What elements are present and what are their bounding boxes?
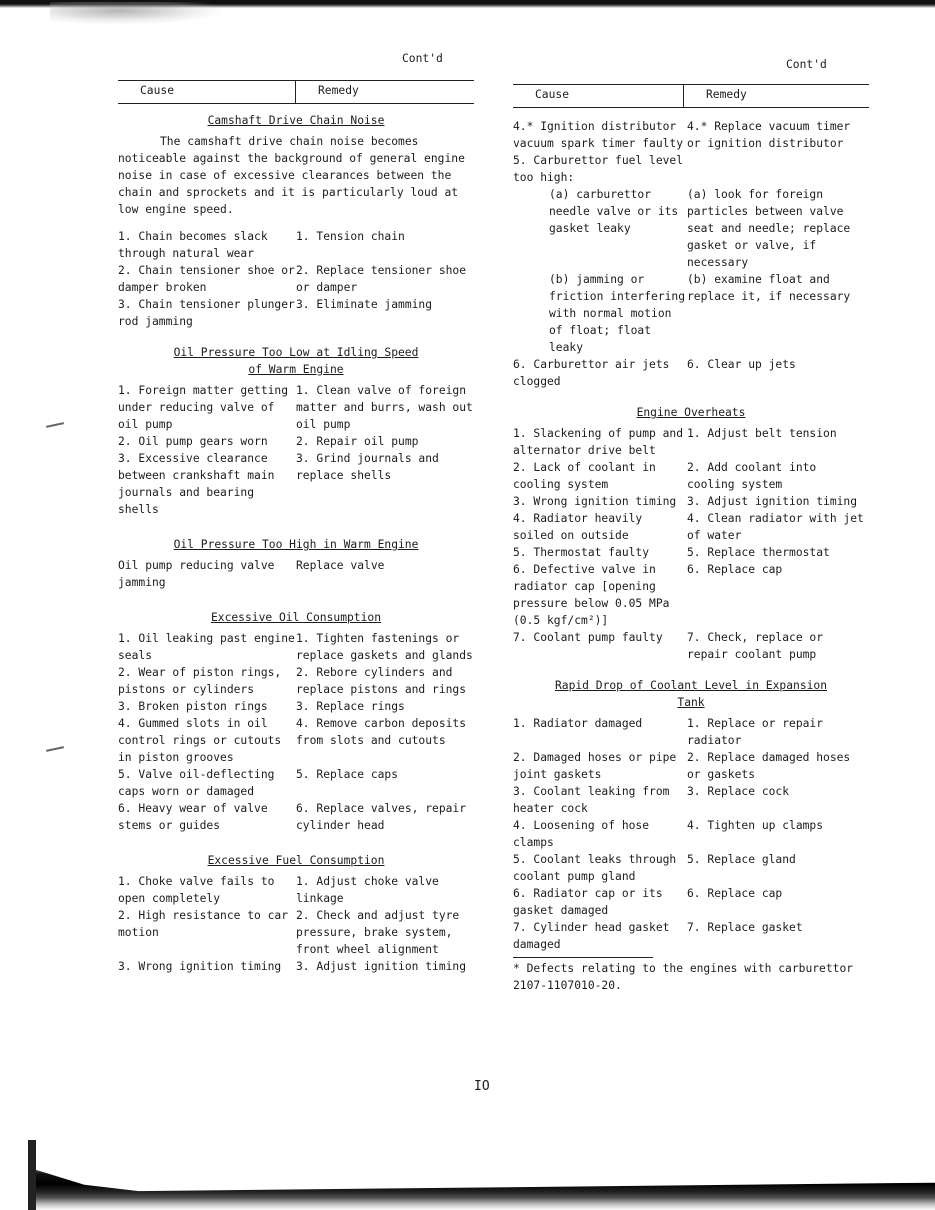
cause-cell: 5. Thermostat faulty — [513, 546, 650, 559]
table-row — [118, 958, 474, 975]
table-row — [513, 356, 869, 390]
cause-cell: 2. High resistance to car motion — [118, 909, 289, 939]
remedy-cell: 1. Tension chain — [296, 230, 405, 243]
table-row — [118, 262, 474, 296]
remedy-cell: 6. Replace cap — [687, 887, 783, 900]
cause-cell: 6. Defective valve in radiator cap [opening pressure below 0.05 MPa (0.5 kgf/cm²)] — [513, 563, 670, 627]
remedy-cell: 2. Repair oil pump — [296, 435, 419, 448]
remedy-cell: 1. Adjust belt tension — [687, 427, 837, 440]
remedy-cell: 2. Replace tensioner shoe or damper — [296, 264, 467, 294]
remedy-cell: 5. Replace thermostat — [687, 546, 830, 559]
cause-cell: 6. Carburettor air jets clogged — [513, 358, 670, 388]
table-row — [513, 561, 869, 629]
table-header — [118, 80, 474, 104]
remedy-cell: 3. Replace cock — [687, 785, 790, 798]
remedy-cell: 2. Replace damaged hoses or gaskets — [687, 751, 851, 781]
cause-cell: 1. Slackening of pump and alternator drive belt — [513, 427, 684, 457]
remedy-cell: 6. Clear up jets — [687, 358, 796, 371]
cause-cell: 1. Chain becomes slack through natural wear — [118, 230, 268, 260]
remedy-cell: 3. Replace rings — [296, 700, 405, 713]
remedy-cell: 3. Adjust ignition timing — [296, 960, 467, 973]
table-row — [513, 186, 869, 271]
cause-cell: (a) carburettor needle valve or its gasket leaky — [549, 188, 679, 235]
page-number: IO — [474, 1079, 490, 1094]
cause-cell: 5. Valve oil-deflecting caps worn or damaged — [118, 768, 275, 798]
table-header — [513, 84, 869, 108]
section-title: Oil Pressure Too High in Warm Engine — [173, 538, 419, 551]
section-title: Tank — [677, 696, 705, 709]
contd-left: Cont'd — [402, 52, 443, 65]
table-row — [118, 766, 474, 800]
table-row — [118, 698, 474, 715]
cause-cell: 3. Broken piston rings — [118, 700, 268, 713]
remedy-cell: 5. Replace gland — [687, 853, 796, 866]
cause-cell: 1. Oil leaking past engine seals — [118, 632, 295, 662]
table-row — [513, 851, 869, 885]
table-row — [118, 433, 474, 450]
scan-edge-bottom — [30, 1168, 935, 1210]
remedy-cell: Replace valve — [296, 559, 385, 572]
table-row — [513, 510, 869, 544]
cause-cell: 2. Oil pump gears worn — [118, 435, 268, 448]
section-title: of Warm Engine — [248, 363, 344, 376]
table-row — [513, 783, 869, 817]
table-row — [513, 749, 869, 783]
footnote: * Defects relating to the engines with carburettor 2107-1107010-20. — [513, 962, 854, 992]
table-row — [513, 459, 869, 493]
cause-cell: 3. Coolant leaking from heater cock — [513, 785, 670, 815]
cause-header: Cause — [118, 81, 296, 103]
remedy-cell: 4. Tighten up clamps — [687, 819, 824, 832]
remedy-header: Remedy — [318, 84, 359, 97]
section-title: Excessive Fuel Consumption — [207, 854, 385, 867]
remedy-cell: 3. Adjust ignition timing — [687, 495, 858, 508]
remedy-cell: 1. Replace or repair radiator — [687, 717, 824, 747]
table-row — [513, 425, 869, 459]
remedy-cell: 6. Replace valves, repair cylinder head — [296, 802, 467, 832]
left-column — [118, 80, 474, 975]
cause-cell: 6. Heavy wear of valve stems or guides — [118, 802, 268, 832]
table-row — [513, 544, 869, 561]
section-title: Engine Overheats — [636, 406, 746, 419]
scan-edge-left — [28, 1140, 36, 1210]
table-row — [118, 450, 474, 518]
table-row — [513, 118, 869, 152]
cause-cell: 1. Radiator damaged — [513, 717, 643, 730]
footnote-divider — [513, 957, 653, 958]
remedy-cell: 1. Clean valve of foreign matter and burrs, wash out oil pump — [296, 384, 473, 431]
cause-cell: 5. Carburettor fuel level too high: — [513, 154, 684, 184]
remedy-header: Remedy — [706, 88, 747, 101]
cause-cell: 1. Foreign matter getting under reducing valve of oil pump — [118, 384, 289, 431]
cause-cell: 4. Radiator heavily soiled on outside — [513, 512, 643, 542]
remedy-cell: 7. Check, replace or repair coolant pump — [687, 631, 824, 661]
cause-cell: (b) jamming or friction interfering with normal motion of float; float leaky — [549, 273, 686, 354]
cause-cell: 2. Wear of piston rings, pistons or cylinders — [118, 666, 282, 696]
cause-cell: 1. Choke valve fails to open completely — [118, 875, 275, 905]
table-row — [513, 271, 869, 356]
table-row — [118, 557, 474, 591]
remedy-cell: 2. Rebore cylinders and replace pistons and rings — [296, 666, 467, 696]
section-paragraph: The camshaft drive chain noise becomes noticeable against the background of general engine noise in case of excessive clearances between the chain and sprockets and it is particularly loud at low engine speed. — [118, 135, 465, 216]
section-title: Camshaft Drive Chain Noise — [207, 114, 385, 127]
cause-cell: 3. Wrong ignition timing — [513, 495, 677, 508]
table-row — [118, 228, 474, 262]
cause-cell: 4.* Ignition distributor vacuum spark timer faulty — [513, 120, 684, 150]
cause-cell: 2. Lack of coolant in cooling system — [513, 461, 656, 491]
table-row — [513, 152, 869, 186]
cause-cell: 4. Gummed slots in oil control rings or cutouts in piston grooves — [118, 717, 282, 764]
section-title: Excessive Oil Consumption — [210, 611, 382, 624]
table-row — [513, 629, 869, 663]
cause-cell: 6. Radiator cap or its gasket damaged — [513, 887, 663, 917]
table-row — [118, 630, 474, 664]
cause-header: Cause — [513, 85, 684, 107]
remedy-cell: 4. Remove carbon deposits from slots and cutouts — [296, 717, 467, 747]
remedy-cell: 2. Add coolant into cooling system — [687, 461, 817, 491]
table-row — [118, 907, 474, 958]
cause-cell: 2. Chain tensioner shoe or damper broken — [118, 264, 295, 294]
cause-cell: 4. Loosening of hose clamps — [513, 819, 650, 849]
remedy-cell: 4.* Replace vacuum timer or ignition distributor — [687, 120, 851, 150]
table-row — [118, 873, 474, 907]
remedy-cell: 5. Replace caps — [296, 768, 399, 781]
table-row — [118, 800, 474, 834]
remedy-cell: (a) look for foreign particles between valve seat and needle; replace gasket or valve, if necessary — [687, 188, 851, 269]
cause-cell: 2. Damaged hoses or pipe joint gaskets — [513, 751, 677, 781]
table-row — [513, 817, 869, 851]
remedy-cell: 3. Eliminate jamming — [296, 298, 433, 311]
cause-cell: 7. Coolant pump faulty — [513, 631, 663, 644]
remedy-cell: 6. Replace cap — [687, 563, 783, 576]
cause-cell: 3. Wrong ignition timing — [118, 960, 282, 973]
cause-cell: 3. Excessive clearance between crankshaft main journals and bearing shells — [118, 452, 275, 516]
remedy-cell: 1. Tighten fastenings or replace gaskets and glands — [296, 632, 473, 662]
table-row — [118, 715, 474, 766]
cause-cell: 3. Chain tensioner plunger rod jamming — [118, 298, 295, 328]
table-row — [513, 885, 869, 919]
section-title: Rapid Drop of Coolant Level in Expansion — [554, 679, 828, 692]
scan-smudge — [50, 2, 220, 24]
margin-mark — [46, 746, 64, 752]
remedy-cell: 7. Replace gasket — [687, 921, 803, 934]
remedy-cell: 3. Grind journals and replace shells — [296, 452, 439, 482]
table-row — [513, 493, 869, 510]
cause-cell: Oil pump reducing valve jamming — [118, 559, 275, 589]
remedy-cell: 2. Check and adjust tyre pressure, brake system, front wheel alignment — [296, 909, 460, 956]
cause-cell: 5. Coolant leaks through coolant pump gland — [513, 853, 677, 883]
cause-cell: 7. Cylinder head gasket damaged — [513, 921, 670, 951]
right-column — [513, 84, 869, 994]
remedy-cell: 4. Clean radiator with jet of water — [687, 512, 864, 542]
remedy-cell: (b) examine float and replace it, if necessary — [687, 273, 851, 303]
contd-right: Cont'd — [786, 58, 827, 71]
margin-mark — [46, 422, 64, 428]
table-row — [513, 919, 869, 953]
table-row — [118, 296, 474, 330]
table-row — [118, 664, 474, 698]
remedy-cell: 1. Adjust choke valve linkage — [296, 875, 439, 905]
table-row — [513, 715, 869, 749]
section-title: Oil Pressure Too Low at Idling Speed — [173, 346, 419, 359]
table-row — [118, 382, 474, 433]
